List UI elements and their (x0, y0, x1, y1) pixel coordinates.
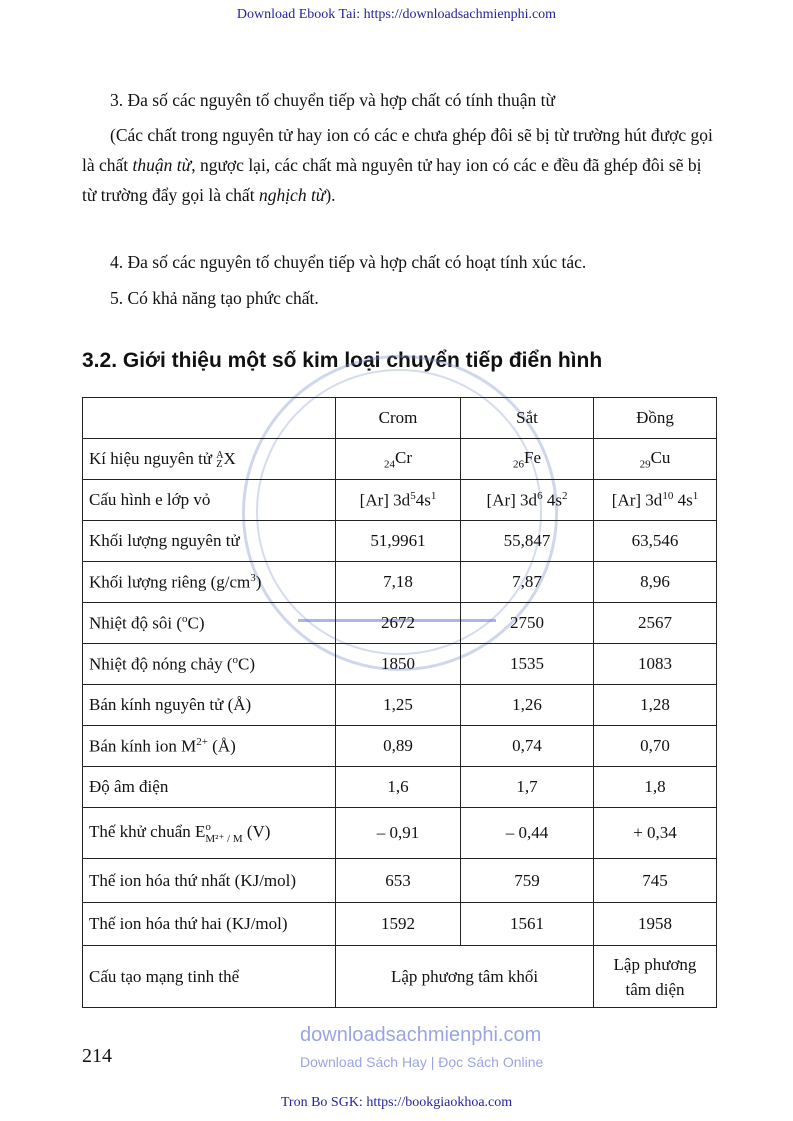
header-dong: Đồng (594, 398, 717, 439)
table-row (83, 946, 717, 1008)
text-run: , ngược lại, các chất mà nguyên tử hay ion có các e đều đã ghép đôi sẽ bị từ trường đẩy gọi là chất (82, 155, 702, 205)
table-cell: Thế ion hóa thứ nhất (KJ/mol) (83, 859, 336, 903)
header-crom: Crom (336, 398, 461, 439)
table-cell: 1535 (461, 644, 594, 685)
table-cell: Cấu tạo mạng tinh thể (83, 946, 336, 1008)
table-row (83, 603, 717, 644)
table-cell: 1850 (336, 644, 461, 685)
table-cell: 2 (561, 489, 568, 502)
table-cell: Nhiệt độ nóng chảy ( (89, 654, 233, 674)
table-cell: Fe (524, 447, 541, 467)
table-cell: 63,546 (594, 521, 717, 562)
table-row (83, 726, 717, 767)
table-cell: 1,25 (336, 685, 461, 726)
table-row (83, 644, 717, 685)
table-cell: 1592 (336, 903, 461, 946)
table-row (83, 562, 717, 603)
footer-banner[interactable]: Tron Bo SGK: https://bookgiaokhoa.com (280, 1095, 513, 1110)
table-cell: 26 (513, 458, 524, 471)
table-cell: 2+ (196, 735, 208, 748)
table-cell: [Ar] 3d (486, 490, 538, 510)
table-cell: 4s (415, 490, 431, 510)
table-row (83, 521, 717, 562)
table-cell: 5 (410, 489, 416, 502)
table-cell: 0,74 (461, 726, 594, 767)
table-cell: Cấu hình e lớp vỏ (83, 480, 336, 521)
table-cell: Lập phương tâm khối (336, 946, 594, 1008)
table-cell: [Ar] 3d (359, 490, 411, 510)
table-cell: 1 (692, 489, 699, 502)
paragraph-3-explanation (82, 120, 717, 210)
table-cell: 2750 (461, 603, 594, 644)
table-cell: o (232, 653, 239, 666)
table-cell: Cr (395, 447, 412, 467)
nuclide-notation (216, 451, 223, 469)
potential-notation (205, 821, 242, 845)
table-cell: M²⁺ / M (205, 833, 243, 845)
table-cell: Độ âm điện (83, 767, 336, 808)
table-row (83, 439, 717, 480)
table-cell: (V) (242, 821, 271, 841)
table-cell: o (182, 612, 188, 625)
table-cell: Bán kính nguyên tử (Å) (83, 685, 336, 726)
table-cell: Khối lượng riêng (g/cm (89, 572, 251, 592)
table-cell (83, 808, 336, 859)
table-cell: – 0,91 (336, 808, 461, 859)
table-cell: 1,6 (336, 767, 461, 808)
paragraph-4: 4. Đa số các nguyên tố chuyển tiếp và hợp chất có hoạt tính xúc tác. (110, 252, 587, 272)
properties-table (82, 397, 717, 1008)
paragraph-5: 5. Có khả năng tạo phức chất. (110, 288, 319, 308)
table-cell: X (223, 448, 236, 468)
table-cell: [Ar] 3d (611, 490, 663, 510)
table-cell: 8,96 (594, 562, 717, 603)
section-heading: 3.2. Giới thiệu một số kim loại chuyển tiếp điển hình (82, 349, 603, 372)
table-cell: tâm diện (625, 979, 685, 999)
table-cell: 1083 (594, 644, 717, 685)
table-cell (83, 726, 336, 767)
table-cell: ) (255, 572, 262, 592)
paragraph-3: 3. Đa số các nguyên tố chuyển tiếp và hợp chất có tính thuận từ (110, 90, 555, 110)
table-cell: Thế ion hóa thứ hai (KJ/mol) (83, 903, 336, 946)
table-cell: 2567 (594, 603, 717, 644)
table-cell: 1,26 (461, 685, 594, 726)
table-cell: o (205, 821, 211, 833)
table-cell (83, 562, 336, 603)
table-cell: 745 (594, 859, 717, 903)
table-cell: Nhiệt độ sôi ( (89, 613, 183, 633)
table-cell (336, 480, 461, 521)
table-cell: + 0,34 (594, 808, 717, 859)
table-cell: – 0,44 (461, 808, 594, 859)
table-cell: 1,8 (594, 767, 717, 808)
header-banner[interactable]: Download Ebook Tai: https://downloadsachmienphi.com (236, 7, 557, 22)
table-cell (594, 946, 717, 1008)
table-cell: Khối lượng nguyên tử (83, 521, 336, 562)
header-sat: Sắt (461, 398, 594, 439)
table-row (83, 808, 717, 859)
table-cell: 7,87 (461, 562, 594, 603)
table-cell: 7,18 (336, 562, 461, 603)
table-cell: 29 (639, 458, 651, 471)
table-cell (461, 480, 594, 521)
table-cell (594, 439, 717, 480)
table-cell: C) (238, 654, 256, 674)
table-cell: Kí hiệu nguyên tử (89, 448, 217, 468)
table-cell (461, 439, 594, 480)
table-cell: Bán kính ion M (89, 736, 197, 756)
watermark-tagline: Download Sách Hay | Đọc Sách Online (300, 1054, 544, 1070)
watermark-site: downloadsachmienphi.com (300, 1024, 542, 1046)
table-row (83, 903, 717, 946)
text-run: (Các chất trong nguyên tử hay ion có các e chưa ghép đôi sẽ bị từ trường hút được gọi là chất (82, 125, 713, 175)
table-cell: 1561 (461, 903, 594, 946)
table-cell: A (216, 450, 224, 462)
table-cell (83, 603, 336, 644)
table-cell: 1958 (594, 903, 717, 946)
table-cell: C) (187, 613, 205, 633)
table-cell: 2672 (336, 603, 461, 644)
table-cell: 10 (662, 489, 674, 502)
table-cell (83, 644, 336, 685)
table-cell (336, 439, 461, 480)
table-cell: 759 (461, 859, 594, 903)
table-cell: 0,70 (594, 726, 717, 767)
table-cell: 51,9961 (336, 521, 461, 562)
table-cell: 653 (336, 859, 461, 903)
table-cell: 3 (250, 571, 256, 584)
table-cell: 24 (384, 458, 395, 471)
table-cell: 1,28 (594, 685, 717, 726)
table-cell: 6 (537, 489, 543, 502)
page-number: 214 (82, 1045, 112, 1067)
table-cell (83, 398, 336, 439)
table-cell: Cu (650, 447, 671, 467)
table-row (83, 859, 717, 903)
table-header-row (83, 398, 717, 439)
table-cell: (Å) (207, 736, 236, 756)
table-cell (83, 439, 336, 480)
text-run: ). (325, 185, 336, 205)
text-run-italic: thuận từ (132, 155, 192, 175)
table-cell: Lập phương (613, 954, 697, 974)
table-cell: Thế khử chuẩn E (89, 821, 206, 841)
table-cell: 55,847 (461, 521, 594, 562)
table-row (83, 480, 717, 521)
table-row (83, 767, 717, 808)
table-cell: 1,7 (461, 767, 594, 808)
table-cell (594, 480, 717, 521)
table-row (83, 685, 717, 726)
text-run-italic: nghịch từ (258, 185, 326, 205)
table-cell: 1 (430, 489, 437, 502)
table-cell: 0,89 (336, 726, 461, 767)
table-cell: Z (216, 459, 223, 471)
table-cell: 4s (673, 490, 693, 510)
table-cell: 4s (542, 490, 562, 510)
